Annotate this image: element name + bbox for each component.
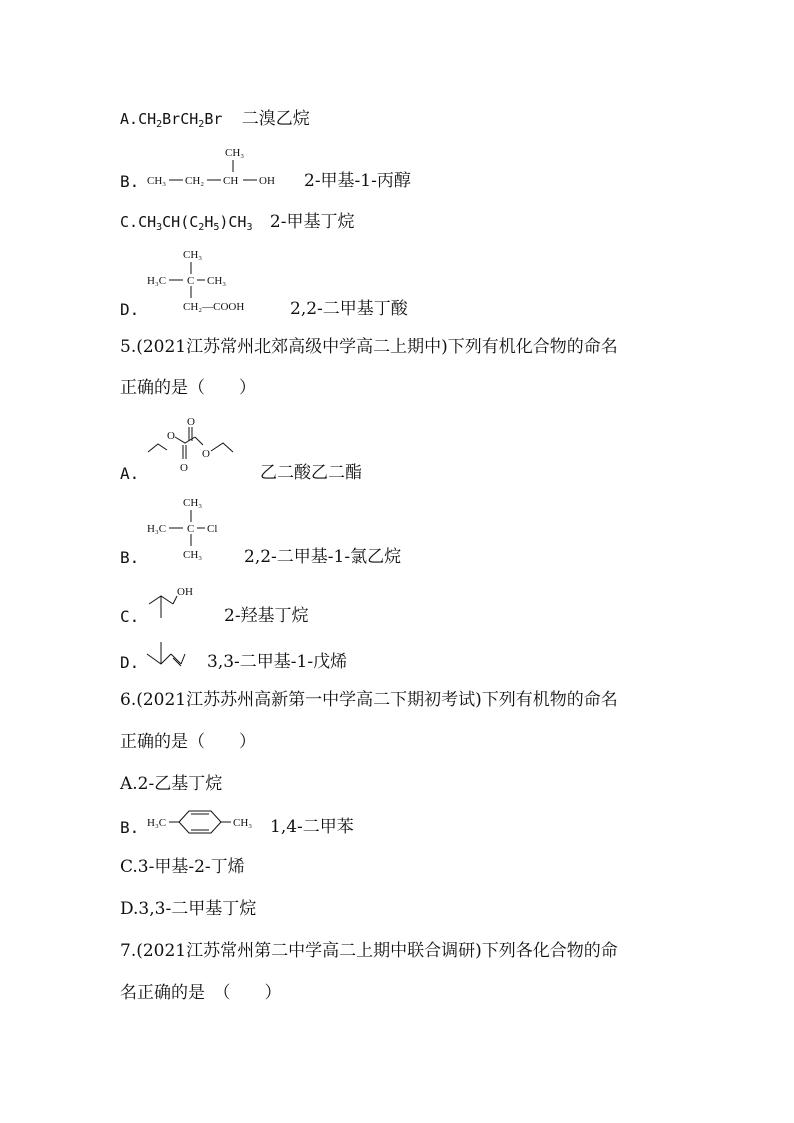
q4-d-ch3-top: CH₃: [183, 249, 203, 261]
q4-option-c: [120, 211, 354, 233]
q4-d-c: C: [187, 275, 195, 287]
q6-stem-line2: 正确的是（ ）: [120, 732, 256, 752]
q4-d-label: D.: [120, 300, 140, 319]
q5-d-label: D.: [120, 653, 140, 672]
q4-b-oh: OH: [259, 175, 275, 187]
q6-option-a: A.2-乙基丁烷: [120, 774, 223, 794]
q5-c-name: 2-羟基丁烷: [224, 606, 309, 626]
q6-option-d: D.3,3-二甲基丁烷: [120, 899, 257, 919]
q5-b-cl: Cl: [207, 523, 218, 535]
q4-a-name: 二溴乙烷: [241, 109, 310, 129]
q5-b-c: C: [187, 523, 195, 535]
q4-b-structure: [145, 142, 295, 192]
q6-b-ch3: CH₃: [233, 817, 253, 829]
q5-a-label: A.: [120, 464, 140, 483]
q4-b-ch: CH: [223, 175, 239, 187]
q4-d-h3c: H₃C: [147, 275, 167, 287]
q4-d-name: 2,2-二甲基丁酸: [290, 299, 408, 319]
q4-b-ch3: CH₃: [147, 175, 167, 187]
q6-b-label: B.: [120, 818, 140, 837]
q5-stem-line2: 正确的是（ ）: [120, 378, 256, 398]
q4-d-structure: [145, 244, 285, 314]
q5-a-o1: O: [167, 430, 175, 442]
q6-b-structure: [145, 806, 270, 840]
q6-b-h3c: H₃C: [147, 817, 167, 829]
q5-b-label: B.: [120, 548, 140, 567]
q7-stem-line2: 名正确的是 （ ）: [120, 983, 282, 1003]
q4-c-formula: $CH_3CH(C_2H_5)CH_3$: [138, 213, 253, 233]
q5-c-structure: [145, 582, 215, 627]
q4-b-label: B.: [120, 172, 140, 191]
q7-stem-line1: 7.(2021江苏常州第二中学高二上期中联合调研)下列各化合物的命: [120, 941, 618, 961]
q5-d-name: 3,3-二甲基-1-戊烯: [207, 652, 348, 672]
q5-c-label: C.: [120, 607, 140, 626]
q5-b-ch3-top: CH₃: [183, 497, 203, 509]
q4-a-label: A.: [120, 110, 139, 128]
q4-c-label: C.: [120, 213, 139, 231]
q4-b-name: 2-甲基-1-丙醇: [304, 171, 411, 191]
q5-a-o4: O: [202, 448, 210, 460]
q6-b-name: 1,4-二甲苯: [270, 817, 354, 837]
q5-d-structure: [145, 638, 195, 673]
q5-a-name: 乙二酸乙二酯: [260, 463, 362, 483]
q5-b-ch3-bottom: CH₃: [183, 549, 203, 561]
q4-b-ch3-top: CH₃: [225, 147, 245, 159]
q4-a-formula: $CH_2BrCH_2Br$: [138, 110, 223, 130]
q5-b-h3c: H₃C: [147, 523, 167, 535]
q5-stem-line1: 5.(2021江苏常州北郊高级中学高二上期中)下列有机化合物的命名: [120, 337, 618, 357]
q4-b-ch2: CH₂: [185, 175, 205, 187]
q4-c-name: 2-甲基丁烷: [269, 212, 355, 232]
q4-d-ch2-cooh: CH₂—COOH: [183, 301, 245, 313]
q4-d-ch3-right: CH₃: [207, 275, 227, 287]
q5-a-structure: [145, 415, 245, 475]
q6-stem-line1: 6.(2021江苏苏州高新第一中学高二下期初考试)下列有机物的命名: [120, 690, 618, 710]
q5-c-oh: OH: [177, 586, 193, 598]
q5-b-structure: [145, 492, 245, 564]
q5-b-name: 2,2-二甲基-1-氯乙烷: [244, 547, 402, 567]
q5-a-o2: O: [187, 416, 195, 428]
q6-option-c: C.3-甲基-2-丁烯: [120, 857, 245, 877]
q5-a-o3: O: [180, 462, 188, 474]
q4-option-a: [120, 108, 310, 130]
